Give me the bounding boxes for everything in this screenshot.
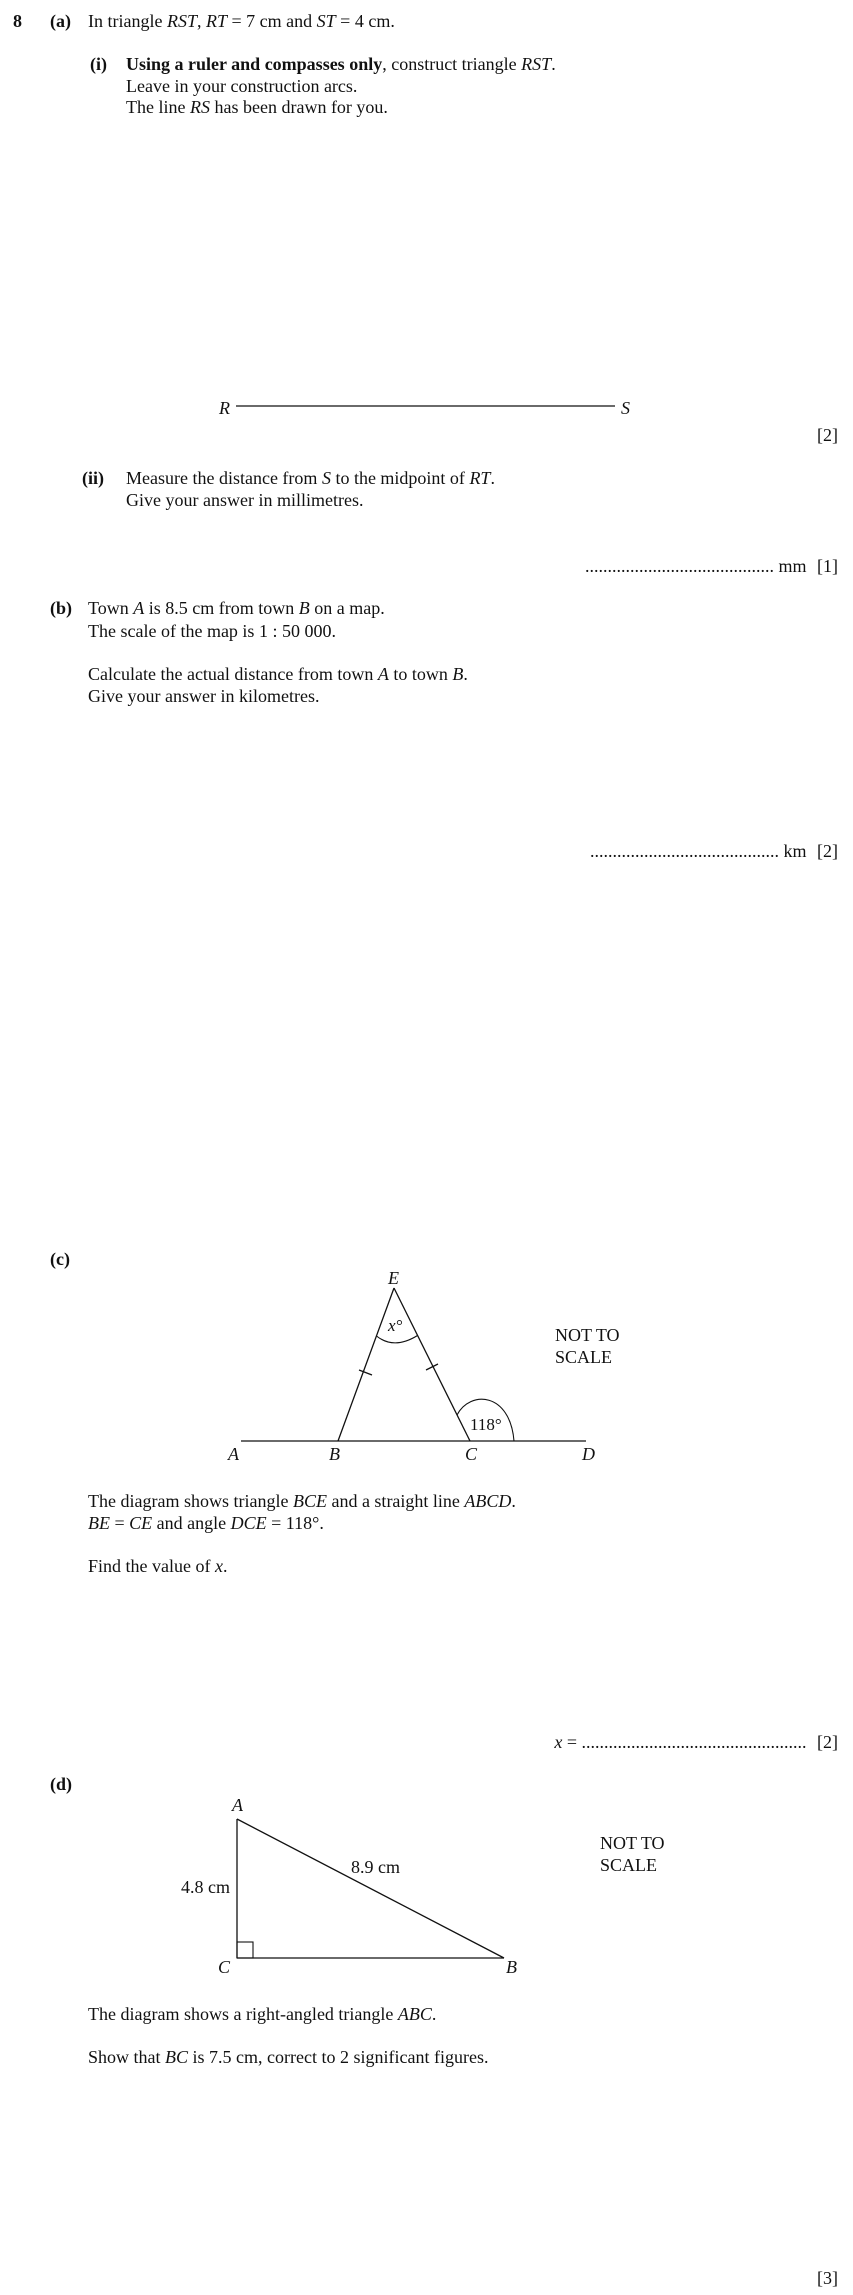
part-d-line1: The diagram shows a right-angled triangle ABC.	[88, 2004, 437, 2024]
point-r-label: R	[219, 398, 230, 418]
part-d-marks: [3]	[817, 2268, 838, 2288]
point-a-label: A	[232, 1795, 243, 1815]
point-s-label: S	[621, 398, 630, 418]
part-c-line1: The diagram shows triangle BCE and a straight line ABCD.	[88, 1491, 516, 1511]
part-c-answer-line[interactable]: x = .................................................. [2]	[554, 1732, 838, 1752]
not-to-scale-d-1: NOT TO	[600, 1833, 665, 1853]
answer-dots: ..........................................	[589, 841, 779, 861]
part-a-ii-answer-line[interactable]: .......................................... mm [1]	[584, 556, 838, 576]
part-a-ii-line2: Give your answer in millimetres.	[126, 490, 364, 510]
part-d-label: (d)	[50, 1774, 72, 1794]
part-b-answer-line[interactable]: .......................................... km [2]	[589, 841, 838, 861]
part-c-line2: BE = CE and angle DCE = 118°.	[88, 1513, 324, 1533]
part-a-i-marks: [2]	[817, 425, 838, 445]
part-a-ii-line1: Measure the distance from S to the midpoint of RT.	[126, 468, 495, 488]
part-c-line3: Find the value of x.	[88, 1556, 228, 1576]
point-c-label: C	[218, 1957, 231, 1977]
part-b-line4: Give your answer in kilometres.	[88, 686, 320, 706]
part-a-i-label: (i)	[90, 54, 107, 74]
answer-dots: ..................................................	[581, 1732, 807, 1752]
part-a-i-line1: Using a ruler and compasses only, construct triangle RST.	[126, 54, 556, 74]
part-a-label: (a)	[50, 11, 71, 31]
point-c-label: C	[465, 1444, 478, 1464]
right-angle-marker	[237, 1942, 253, 1958]
part-b-line3: Calculate the actual distance from town A to town B.	[88, 664, 468, 684]
part-b-label: (b)	[50, 598, 72, 618]
answer-dots: ..........................................	[584, 556, 774, 576]
not-to-scale-c-2: SCALE	[555, 1347, 613, 1367]
side-ac-label: 4.8 cm	[181, 1877, 230, 1897]
not-to-scale-d-2: SCALE	[600, 1855, 658, 1875]
not-to-scale-c-1: NOT TO	[555, 1325, 620, 1345]
point-a-label: A	[228, 1444, 239, 1464]
side-ab-label: 8.9 cm	[351, 1857, 400, 1877]
part-a-i-line3: The line RS has been drawn for you.	[126, 97, 388, 117]
point-e-label: E	[388, 1268, 399, 1288]
part-b-line1: Town A is 8.5 cm from town B on a map.	[88, 598, 385, 618]
point-b-label: B	[506, 1957, 517, 1977]
point-b-label: B	[329, 1444, 340, 1464]
part-c-label: (c)	[50, 1249, 70, 1269]
angle-x-label: x°	[388, 1316, 403, 1335]
point-d-label: D	[582, 1444, 595, 1464]
question-number: 8	[13, 11, 22, 31]
part-d-line2: Show that BC is 7.5 cm, correct to 2 significant figures.	[88, 2047, 489, 2067]
part-b-line2: The scale of the map is 1 : 50 000.	[88, 621, 336, 641]
part-a-ii-label: (ii)	[82, 468, 104, 488]
side-ab	[237, 1819, 504, 1958]
angle-118-label: 118°	[470, 1415, 502, 1434]
part-a-stem: In triangle RST, RT = 7 cm and ST = 4 cm.	[88, 11, 395, 31]
part-a-i-line2: Leave in your construction arcs.	[126, 76, 358, 96]
